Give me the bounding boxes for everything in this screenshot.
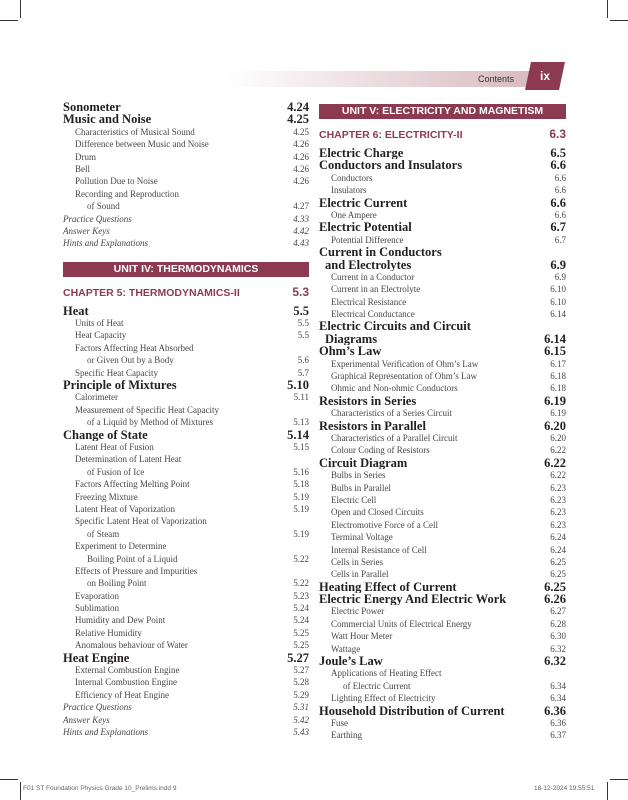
entry-page: 4.25 [293, 126, 309, 137]
toc-subsection[interactable] [63, 367, 309, 379]
entry-page: 5.13 [293, 417, 309, 428]
toc-subsection[interactable] [319, 209, 566, 221]
entry-page: 6.37 [550, 730, 566, 741]
entry-title: Electric Current [319, 196, 408, 209]
entry-page: 6.15 [544, 344, 566, 359]
entry-title: Calorimeter [75, 392, 118, 403]
entry-title: Hints and Explanations [63, 726, 148, 737]
entry-page: 6.6 [554, 185, 566, 196]
entry-title: Specific Latent Heat of Vaporization [75, 516, 207, 527]
toc-subsection[interactable] [63, 317, 309, 329]
entry-page: 6.24 [550, 532, 566, 543]
entry-title: Bulbs in Parallel [331, 482, 391, 493]
page-number: ix [539, 69, 550, 83]
entry-title: Drum [75, 151, 96, 162]
entry-title: Resistors in Series [319, 394, 417, 408]
entry-title: Cells in Parallel [331, 569, 389, 580]
entry-title: Current in an Electrolyte [331, 284, 421, 295]
entry-page: 6.24 [550, 544, 566, 555]
entry-page: 6.6 [550, 158, 566, 173]
crop-mark [20, 782, 21, 800]
entry-page: 6.23 [550, 519, 566, 530]
toc-backmatter[interactable] [63, 701, 309, 713]
entry-title: Anomalous behaviour of Water [75, 640, 188, 651]
entry-title: Internal Resistance of Cell [331, 544, 427, 555]
crop-mark [607, 782, 608, 800]
toc-section[interactable] [319, 593, 566, 605]
toc-subsection[interactable] [63, 565, 309, 577]
toc-subsection-continued[interactable] [63, 200, 309, 212]
toc-section[interactable] [319, 147, 566, 159]
entry-page: 6.26 [544, 592, 566, 607]
unit-heading: UNIT V: ELECTRICITY AND MAGNETISM [319, 104, 566, 119]
toc-section[interactable] [63, 429, 309, 441]
toc-subsection[interactable] [63, 404, 309, 416]
entry-title: Open and Closed Circuits [331, 507, 424, 518]
entry-page: 4.26 [293, 151, 309, 162]
entry-title: Heat Capacity [75, 330, 127, 341]
entry-page: 5.27 [293, 665, 309, 676]
entry-title: of a Liquid by Method of Mixtures [87, 417, 213, 428]
entry-page: 6.18 [550, 383, 566, 394]
entry-title: Evaporation [75, 590, 119, 601]
toc-backmatter[interactable] [63, 726, 309, 738]
entry-page: 5.29 [293, 689, 309, 700]
toc-subsection[interactable] [319, 643, 566, 655]
toc-backmatter[interactable] [63, 714, 309, 726]
entry-page: 6.32 [550, 643, 566, 654]
entry-page: 6.36 [550, 717, 566, 728]
entry-title: Circuit Diagram [319, 456, 408, 470]
entry-page: 6.22 [550, 445, 566, 456]
entry-page: 6.23 [550, 507, 566, 518]
entry-title: Electric Energy And Electric Work [319, 593, 507, 606]
entry-title: Characteristics of Musical Sound [75, 126, 195, 137]
toc-section[interactable] [319, 655, 566, 667]
toc-section[interactable] [319, 705, 566, 717]
entry-page: 5.16 [293, 466, 309, 477]
entry-title: Cells in Series [331, 556, 383, 567]
entry-page: 4.27 [293, 201, 309, 212]
toc-subsection[interactable] [319, 370, 566, 382]
entry-title: Difference between Music and Noise [75, 139, 209, 150]
entry-page: 4.26 [293, 163, 309, 174]
toc-subsection[interactable] [63, 453, 309, 465]
toc-section-continued[interactable] [319, 259, 566, 271]
toc-subsection[interactable] [63, 138, 309, 150]
entry-page: 5.6 [297, 355, 309, 366]
page-number-tab [525, 62, 565, 90]
entry-title: Electric Circuits and Circuit [319, 320, 471, 333]
entry-title: External Combustion Engine [75, 665, 180, 676]
toc-subsection[interactable] [319, 358, 566, 370]
toc-section[interactable] [63, 305, 309, 317]
toc-subsection[interactable] [319, 630, 566, 642]
toc-section[interactable] [63, 101, 309, 113]
crop-mark [0, 20, 18, 21]
entry-title: Applications of Heating Effect [331, 668, 442, 679]
toc-subsection[interactable] [63, 491, 309, 503]
entry-page: 5.19 [293, 491, 309, 502]
entry-page: 6.5 [550, 146, 566, 160]
entry-title: of Fusion of Ice [87, 466, 145, 477]
entry-title: One Ampere [331, 209, 377, 220]
entry-title: Factors Affecting Heat Absorbed [75, 342, 194, 353]
entry-title: Electric Potential [319, 221, 412, 234]
entry-page: 5.5 [297, 330, 309, 341]
entry-page: 6.6 [554, 172, 566, 183]
entry-title: Joule’s Law [319, 655, 383, 668]
entry-page: 6.7 [554, 234, 566, 245]
entry-title: Specific Heat Capacity [75, 367, 158, 378]
toc-backmatter[interactable] [63, 213, 309, 225]
toc-backmatter[interactable] [63, 237, 309, 249]
entry-page: 5.5 [297, 318, 309, 329]
entry-title: Factors Affecting Melting Point [75, 479, 190, 490]
entry-page: 6.27 [550, 606, 566, 617]
toc-subsection[interactable] [319, 568, 566, 580]
entry-page: 5.25 [293, 640, 309, 651]
entry-page: 6.10 [550, 296, 566, 307]
toc-subsection[interactable] [319, 717, 566, 729]
entry-title: Principle of Mixtures [63, 379, 177, 392]
entry-page: 5.43 [293, 726, 309, 737]
toc-subsection[interactable] [319, 444, 566, 456]
toc-subsection-continued[interactable] [319, 680, 566, 692]
entry-page: 4.33 [293, 213, 309, 224]
entry-title: Heating Effect of Current [319, 580, 457, 594]
entry-title: Bulbs in Series [331, 470, 386, 481]
toc-subsection[interactable] [319, 556, 566, 568]
entry-title: or Given Out by a Body [87, 355, 174, 366]
entry-page: 4.26 [293, 139, 309, 150]
toc-section[interactable] [319, 246, 566, 258]
footer-file-label: F01 ST Foundation Physics Grade 10_Prelims.indd 9 [23, 785, 177, 792]
entry-title: Practice Questions [63, 213, 132, 224]
entry-page: 6.30 [550, 631, 566, 642]
entry-title: on Boiling Point [87, 578, 147, 589]
spacer [63, 250, 309, 259]
entry-title: Current in Conductors [319, 246, 442, 259]
entry-title: Ohmic and Non-ohmic Conductors [331, 383, 458, 394]
toc-section-continued[interactable] [319, 333, 566, 345]
crop-mark [610, 20, 628, 21]
entry-title: Determination of Latent Heat [75, 454, 182, 465]
entry-title: Earthing [331, 730, 362, 741]
entry-page: 5.19 [293, 503, 309, 514]
entry-title: Sublimation [75, 603, 120, 614]
entry-title: Current in a Conductor [331, 271, 415, 282]
entry-page: 5.19 [293, 528, 309, 539]
toc-subsection[interactable] [63, 515, 309, 527]
entry-page: 6.10 [550, 284, 566, 295]
toc-subsection[interactable] [319, 271, 566, 283]
entry-title: of Sound [87, 201, 120, 212]
toc-section[interactable] [319, 197, 566, 209]
entry-page: 4.25 [287, 112, 309, 127]
entry-page: 5.24 [293, 603, 309, 614]
entry-title: Electrical Resistance [331, 296, 407, 307]
entry-page: 6.25 [544, 579, 566, 594]
entry-title: Internal Combustion Engine [75, 677, 177, 688]
toc-subsection[interactable] [63, 342, 309, 354]
entry-title: of Steam [87, 528, 120, 539]
entry-page: 6.32 [544, 654, 566, 669]
entry-page: 5.25 [293, 627, 309, 638]
entry-title: Resistors in Parallel [319, 419, 426, 432]
toc-section[interactable] [319, 345, 566, 357]
toc-subsection[interactable] [319, 172, 566, 184]
toc-subsection[interactable] [319, 667, 566, 679]
entry-title: Efficiency of Heat Engine [75, 689, 170, 700]
entry-page: 5.18 [293, 479, 309, 490]
entry-title: Experiment to Determine [75, 541, 167, 552]
entry-title: Answer Keys [63, 225, 110, 236]
entry-title: Freezing Mixture [75, 491, 138, 502]
entry-page: 6.34 [550, 680, 566, 691]
entry-title: Characteristics of a Series Circuit [331, 408, 452, 419]
toc-section[interactable] [319, 159, 566, 171]
toc-section[interactable] [319, 320, 566, 332]
unit-heading: UNIT IV: THERMODYNAMICS [63, 262, 309, 277]
entry-title: Commercial Units of Electrical Energy [331, 618, 472, 629]
entry-title: Effects of Pressure and Impurities [75, 565, 198, 576]
entry-title: Heat Engine [63, 651, 130, 665]
toc-subsection[interactable] [319, 283, 566, 295]
toc-subsection[interactable] [319, 184, 566, 196]
entry-page: 5.31 [293, 702, 309, 713]
entry-page: 5.7 [297, 367, 309, 378]
toc-subsection[interactable] [319, 407, 566, 419]
entry-page: 6.14 [550, 309, 566, 320]
entry-page: 5.42 [293, 714, 309, 725]
entry-page: 5.11 [293, 392, 309, 403]
entry-title: Hints and Explanations [63, 238, 148, 249]
entry-page: 5.22 [293, 553, 309, 564]
toc-subsection[interactable] [319, 692, 566, 704]
toc-subsection[interactable] [63, 590, 309, 602]
toc-subsection[interactable] [63, 126, 309, 138]
chapter-heading[interactable] [63, 282, 309, 302]
entry-title: Latent Heat of Fusion [75, 441, 154, 452]
toc-left-column [63, 101, 309, 738]
entry-title: Electric Cell [331, 494, 377, 505]
entry-page: 6.36 [544, 703, 566, 718]
entry-title: Relative Humidity [75, 627, 142, 638]
entry-page: 6.25 [550, 569, 566, 580]
entry-page: 5.27 [287, 650, 309, 665]
entry-title: Colour Coding of Resistors [331, 445, 430, 456]
entry-page: 5.10 [287, 378, 309, 393]
entry-page: 4.42 [293, 225, 309, 236]
entry-page: 5.15 [293, 441, 309, 452]
entry-title: Watt Hour Meter [331, 631, 393, 642]
entry-title: Units of Heat [75, 318, 124, 329]
entry-page: 6.9 [554, 271, 566, 282]
entry-title: Potential Difference [331, 234, 404, 245]
toc-subsection[interactable] [319, 296, 566, 308]
toc-subsection[interactable] [63, 676, 309, 688]
entry-page: 6.20 [544, 418, 566, 433]
entry-page: 6.6 [554, 209, 566, 220]
toc-subsection[interactable] [63, 175, 309, 187]
entry-title: Music and Noise [63, 113, 152, 126]
entry-page: 6.34 [550, 693, 566, 704]
entry-title: Measurement of Specific Heat Capacity [75, 404, 219, 415]
entry-title: Electric Charge [319, 147, 404, 160]
entry-title: Household Distribution of Current [319, 704, 505, 717]
toc-subsection[interactable] [319, 506, 566, 518]
toc-section[interactable] [63, 379, 309, 391]
entry-page: 6.25 [550, 556, 566, 567]
toc-subsection[interactable] [63, 614, 309, 626]
crop-mark [610, 779, 628, 780]
entry-page: 6.23 [550, 482, 566, 493]
chapter-heading[interactable] [319, 124, 566, 144]
entry-title: Electrical Conductance [331, 309, 415, 320]
entry-page: 4.24 [287, 100, 309, 114]
toc-subsection[interactable] [319, 729, 566, 741]
entry-page: 5.24 [293, 615, 309, 626]
entry-title: Electromotive Force of a Cell [331, 519, 438, 530]
toc-subsection[interactable] [63, 163, 309, 175]
toc-subsection[interactable] [63, 329, 309, 341]
toc-subsection[interactable] [63, 689, 309, 701]
entry-page: 6.22 [550, 470, 566, 481]
toc-subsection[interactable] [319, 494, 566, 506]
entry-title: Terminal Voltage [331, 532, 393, 543]
toc-subsection[interactable] [63, 602, 309, 614]
toc-section[interactable] [63, 652, 309, 664]
toc-subsection-continued[interactable] [63, 466, 309, 478]
entry-page: 4.43 [293, 238, 309, 249]
entry-page: 6.9 [550, 257, 566, 272]
entry-title: Graphical Representation of Ohm’s Law [331, 371, 477, 382]
entry-page: 6.7 [550, 220, 566, 235]
entry-title: Characteristics of a Parallel Circuit [331, 432, 458, 443]
header-label: Contents [478, 74, 515, 84]
toc-subsection[interactable] [63, 664, 309, 676]
entry-title: CHAPTER 6: ELECTRICITY-II [319, 129, 463, 141]
entry-title: Bell [75, 163, 90, 174]
entry-title: Diagrams [325, 332, 378, 346]
toc-subsection-continued[interactable] [63, 416, 309, 428]
entry-title: Practice Questions [63, 702, 132, 713]
entry-title: Wattage [331, 643, 361, 654]
entry-title: Lighting Effect of Electricity [331, 693, 436, 704]
entry-page: 6.20 [550, 432, 566, 443]
toc-subsection[interactable] [63, 151, 309, 163]
entry-title: Conductors [331, 172, 373, 183]
toc-subsection[interactable] [63, 391, 309, 403]
entry-title: Ohm’s Law [319, 345, 382, 358]
entry-title: Electric Power [331, 606, 385, 617]
toc-subsection[interactable] [319, 519, 566, 531]
toc-subsection[interactable] [63, 540, 309, 552]
entry-page: 6.28 [550, 618, 566, 629]
toc-subsection[interactable] [319, 605, 566, 617]
entry-page: 5.22 [293, 578, 309, 589]
entry-title: Heat [63, 304, 89, 318]
toc-subsection[interactable] [63, 441, 309, 453]
entry-page: 6.14 [544, 331, 566, 346]
entry-title: Recording and Reproduction [75, 188, 179, 199]
toc-right-column [319, 101, 566, 742]
toc-subsection[interactable] [319, 234, 566, 246]
entry-title: of Electric Current [343, 680, 411, 691]
toc-subsection[interactable] [63, 639, 309, 651]
toc-subsection-continued[interactable] [63, 553, 309, 565]
toc-subsection-continued[interactable] [63, 528, 309, 540]
entry-page: 5.3 [292, 284, 309, 299]
toc-section[interactable] [319, 395, 566, 407]
entry-title: Conductors and Insulators [319, 159, 463, 172]
toc-section[interactable] [63, 113, 309, 125]
entry-title: CHAPTER 5: THERMODYNAMICS-II [63, 286, 240, 299]
entry-title: and Electrolytes [325, 258, 412, 271]
entry-title: Latent Heat of Vaporization [75, 503, 176, 514]
entry-title: Humidity and Dew Point [75, 615, 166, 626]
toc-subsection[interactable] [63, 503, 309, 515]
entry-page: 5.14 [287, 427, 309, 442]
toc-subsection[interactable] [319, 382, 566, 394]
toc-section[interactable] [319, 420, 566, 432]
toc-subsection[interactable] [319, 482, 566, 494]
entry-page: 6.6 [550, 195, 566, 210]
toc-subsection[interactable] [319, 308, 566, 320]
toc-subsection[interactable] [63, 478, 309, 490]
entry-page: 6.3 [549, 127, 566, 141]
entry-page: 5.5 [293, 303, 309, 318]
toc-section[interactable] [319, 457, 566, 469]
entry-page: 4.26 [293, 176, 309, 187]
entry-title: Insulators [331, 185, 367, 196]
toc-subsection[interactable] [319, 544, 566, 556]
toc-subsection[interactable] [63, 188, 309, 200]
toc-section[interactable] [319, 581, 566, 593]
crop-mark [20, 0, 21, 18]
entry-title: Pollution Due to Noise [75, 176, 158, 187]
crop-mark [0, 779, 18, 780]
toc-subsection[interactable] [319, 469, 566, 481]
entry-page: 5.28 [293, 677, 309, 688]
entry-page: 5.23 [293, 590, 309, 601]
entry-title: Boiling Point of a Liquid [87, 553, 178, 564]
entry-title: Experimental Verification of Ohm’s Law [331, 358, 479, 369]
entry-title: Change of State [63, 428, 148, 441]
crop-mark [607, 0, 608, 18]
entry-title: Answer Keys [63, 714, 110, 725]
toc-section[interactable] [319, 221, 566, 233]
toc-subsection[interactable] [63, 627, 309, 639]
entry-page: 6.17 [550, 358, 566, 369]
toc-subsection-continued[interactable] [63, 577, 309, 589]
toc-subsection[interactable] [319, 618, 566, 630]
entry-page: 6.19 [550, 408, 566, 419]
entry-title: Fuse [331, 717, 349, 728]
entry-title: Sonometer [63, 101, 121, 114]
entry-page: 6.22 [544, 455, 566, 470]
toc-subsection-continued[interactable] [63, 354, 309, 366]
toc-subsection[interactable] [319, 432, 566, 444]
entry-page: 6.18 [550, 371, 566, 382]
footer-timestamp: 18-12-2024 19:55:51 [534, 785, 595, 792]
toc-backmatter[interactable] [63, 225, 309, 237]
toc-subsection[interactable] [319, 531, 566, 543]
entry-page: 6.23 [550, 494, 566, 505]
entry-page: 6.19 [544, 393, 566, 408]
